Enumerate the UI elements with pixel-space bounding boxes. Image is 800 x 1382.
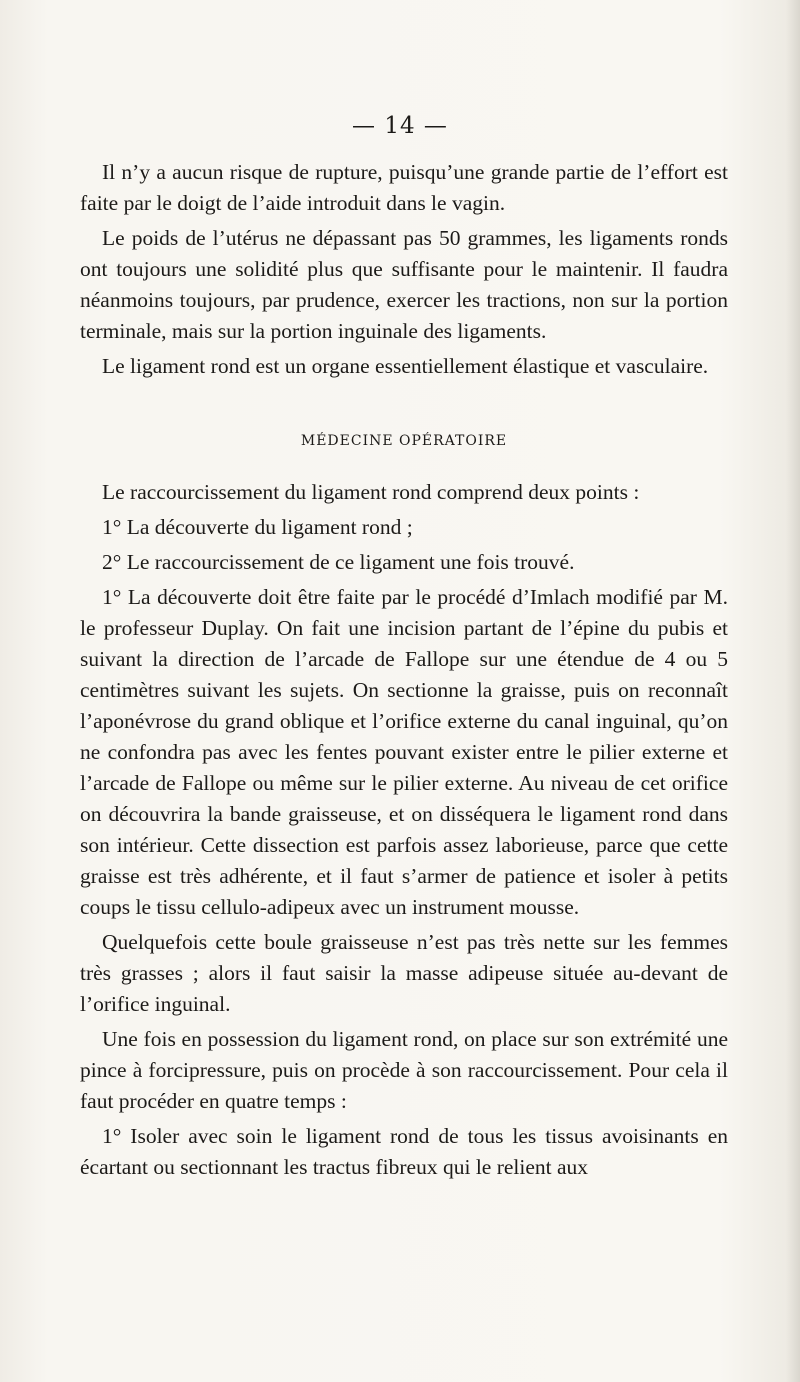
paragraph: Une fois en possession du ligament rond, on place sur son extrémité une pince à forcipressure, puis on procède à son raccourcissement. Pour cela il faut procéder en quatre temps : <box>80 1027 728 1113</box>
body-text <box>80 157 728 1187</box>
paragraph: Le raccourcissement du ligament rond comprend deux points : <box>102 480 640 504</box>
paragraph: 2° Le raccourcissement de ce ligament une fois trouvé. <box>102 550 575 574</box>
section-heading: MÉDECINE OPÉRATOIRE <box>300 433 508 449</box>
paragraph: 1° La découverte doit être faite par le procédé d’Imlach modifié par M. le professeur Duplay. On fait une incision partant de l’épine du pubis et suivant la direction de l’arcade de Fallope sur une étendue de 4 ou 5 centimètres suivant les sujets. On sectionne la graisse, puis on reconnaît l’aponévrose du grand oblique et l’orifice externe du canal inguinal, qu’on ne confondra pas avec les fentes pouvant exister entre le pilier externe et l’arcade de Fallope ou même sur le pilier externe. Au niveau de cet orifice on découvrira la bande graisseuse, et on disséquera le ligament rond dans son intérieur. Cette dissection est parfois assez laborieuse, parce que cette graisse est très adhérente, et il faut s’armer de patience et isoler à petits coups le tissu cellulo-adipeux avec un instrument mousse. <box>80 585 728 919</box>
paragraph: 1° La découverte du ligament rond ; <box>102 515 413 539</box>
paragraph: 1° Isoler avec soin le ligament rond de tous les tissus avoisinants en écartant ou sectionnant les tractus fibreux qui le relient aux <box>80 1124 728 1179</box>
paragraph: Le poids de l’utérus ne dépassant pas 50 grammes, les ligaments ronds ont toujours une solidité plus que suffisante pour le maintenir. Il faudra néanmoins toujours, par prudence, exercer les tractions, non sur la portion terminale, mais sur la portion inguinale des ligaments. <box>80 226 728 343</box>
page-number: — 14 — <box>352 113 448 139</box>
paragraph: Quelquefois cette boule graisseuse n’est pas très nette sur les femmes très grasses ; alors il faut saisir la masse adipeuse située au-devant de l’orifice inguinal. <box>80 930 728 1016</box>
paragraph: Il n’y a aucun risque de rupture, puisqu’une grande partie de l’effort est faite par le doigt de l’aide introduit dans le vagin. <box>80 160 728 215</box>
paragraph: Le ligament rond est un organe essentiellement élastique et vasculaire. <box>102 354 709 378</box>
page-gutter-shadow <box>786 0 800 1382</box>
